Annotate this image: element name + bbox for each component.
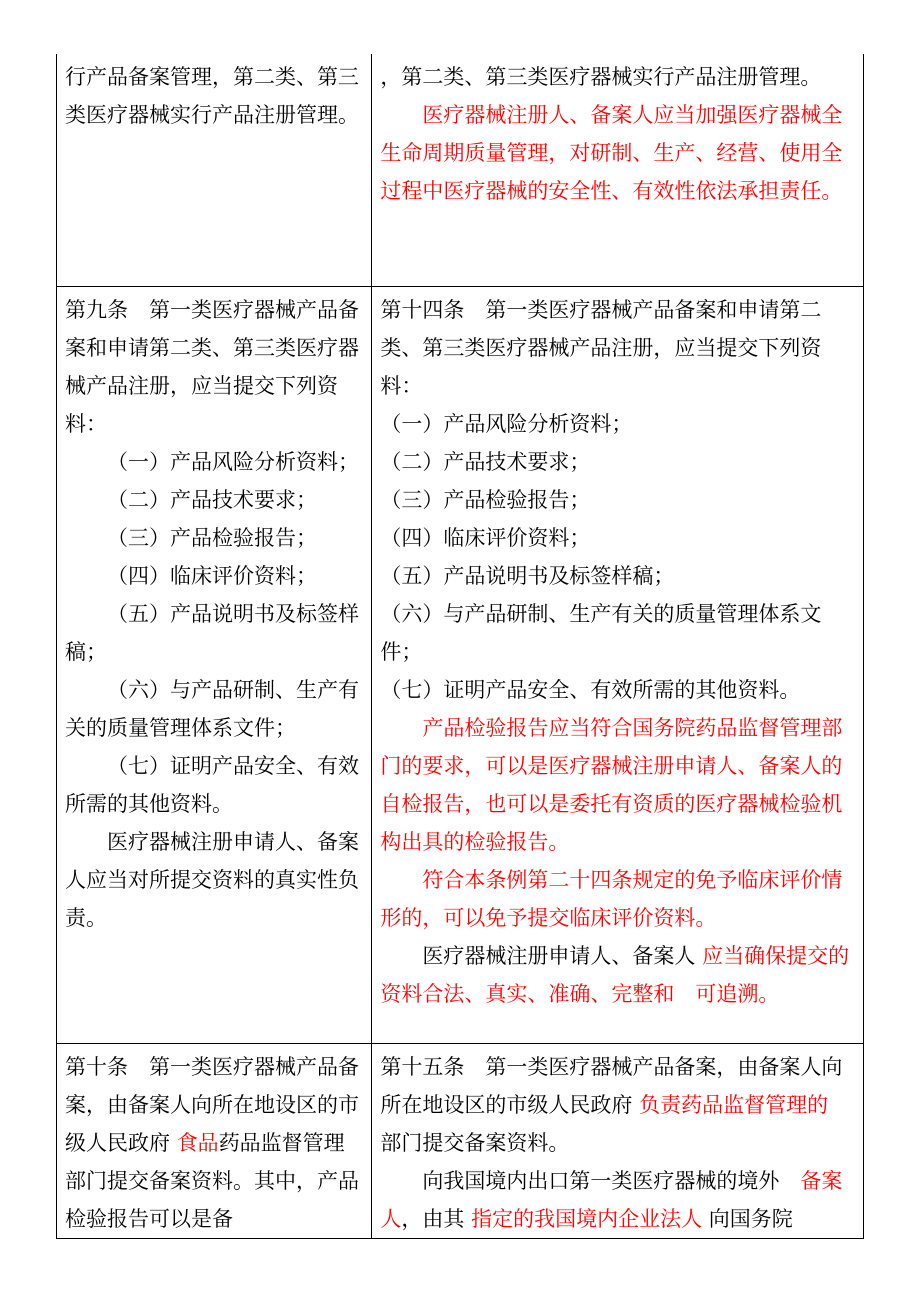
new-text-cell xyxy=(372,54,864,287)
paragraph xyxy=(380,1048,855,1162)
list-item: （一）产品风险分析资料； xyxy=(380,412,633,436)
list-item: （二）产品技术要求； xyxy=(380,450,591,474)
list-item: （二）产品技术要求； xyxy=(107,488,317,512)
added-paragraph: 产品检验报告应当符合国务院药品监督管理部门的要求，可以是医疗器械注册申请人、备案人的自检报告，也可以是委托有资质的医疗器械检验机构出具的检验报告。 xyxy=(380,716,843,854)
article-heading: 第九条 第一类医疗器械产品备案和申请第二类、第三类医疗器械产品注册，应当提交下列资料： xyxy=(65,298,359,436)
plain-text: ，由其 xyxy=(401,1207,472,1231)
added-text: 指定的我国境内企业法人 xyxy=(471,1207,703,1231)
plain-text: 医疗器械注册申请人、备案人 xyxy=(422,944,703,968)
table-row xyxy=(57,54,864,287)
list-item: （一）产品风险分析资料； xyxy=(107,450,359,474)
list-item: （三）产品检验报告； xyxy=(107,526,317,550)
old-text-cell xyxy=(57,287,372,1044)
plain-text: 药品监督管理部门提交备案资料。其中，产品检验报告可以是备 xyxy=(65,1131,359,1231)
list-item: （四）临床评价资料； xyxy=(107,564,317,588)
paragraph xyxy=(65,1048,363,1238)
table-row xyxy=(57,1044,864,1239)
plain-text: 第十条 第一类医疗器械产品备案，由备案人向所在地设区的市级人民政府 xyxy=(65,1055,359,1155)
list-item: （七）证明产品安全、有效所需的其他资料。 xyxy=(65,754,359,816)
list-item: （六）与产品研制、生产有关的质量管理体系文件； xyxy=(380,602,822,664)
list-item: （五）产品说明书及标签样稿； xyxy=(65,602,359,664)
paragraph xyxy=(380,1162,855,1238)
list-item: （五）产品说明书及标签样稿； xyxy=(380,564,675,588)
new-text-cell xyxy=(372,287,864,1044)
new-text-cell xyxy=(372,1044,864,1239)
paragraph: 行产品备案管理，第二类、第三类医疗器械实行产品注册管理。 xyxy=(65,65,359,127)
list-item: （四）临床评价资料； xyxy=(380,526,591,550)
plain-text: 向我国境内出口第一类医疗器械的境外 xyxy=(422,1169,801,1193)
paragraph: 医疗器械注册申请人、备案人应当对所提交资料的真实性负责。 xyxy=(65,830,359,930)
list-item: （七）证明产品安全、有效所需的其他资料。 xyxy=(380,678,801,702)
old-text-cell xyxy=(57,1044,372,1239)
deleted-text: 食品 xyxy=(176,1131,219,1155)
plain-text: 向国务院 xyxy=(702,1207,793,1231)
added-text: 应当确保提交的资料合法、真实、准确、完整和 可追溯。 xyxy=(380,944,850,1006)
plain-text: 第十五条 第一类医疗器械产品备案，由备案人向所在地设区的市级人民政府 xyxy=(380,1055,843,1117)
added-paragraph: 符合本条例第二十四条规定的免予临床评价情形的，可以免予提交临床评价资料。 xyxy=(380,868,843,930)
added-text: 备案人 xyxy=(380,1169,843,1231)
paragraph xyxy=(380,937,855,1013)
added-paragraph: 医疗器械注册人、备案人应当加强医疗器械全生命周期质量管理，对研制、生产、经营、使用全过程中医疗器械的安全性、有效性依法承担责任。 xyxy=(380,103,843,203)
old-text-cell xyxy=(57,54,372,287)
article-heading: 第十四条 第一类医疗器械产品备案和申请第二类、第三类医疗器械产品注册，应当提交下列资料： xyxy=(380,298,822,398)
comparison-table xyxy=(56,54,864,1239)
table-row xyxy=(57,287,864,1044)
list-item: （三）产品检验报告； xyxy=(380,488,591,512)
paragraph: ，第二类、第三类医疗器械实行产品注册管理。 xyxy=(380,65,822,89)
list-item: （六）与产品研制、生产有关的质量管理体系文件； xyxy=(65,678,359,740)
added-text: 负责药品监督管理的 xyxy=(639,1093,829,1117)
plain-text: 部门提交备案资料。 xyxy=(380,1131,570,1155)
